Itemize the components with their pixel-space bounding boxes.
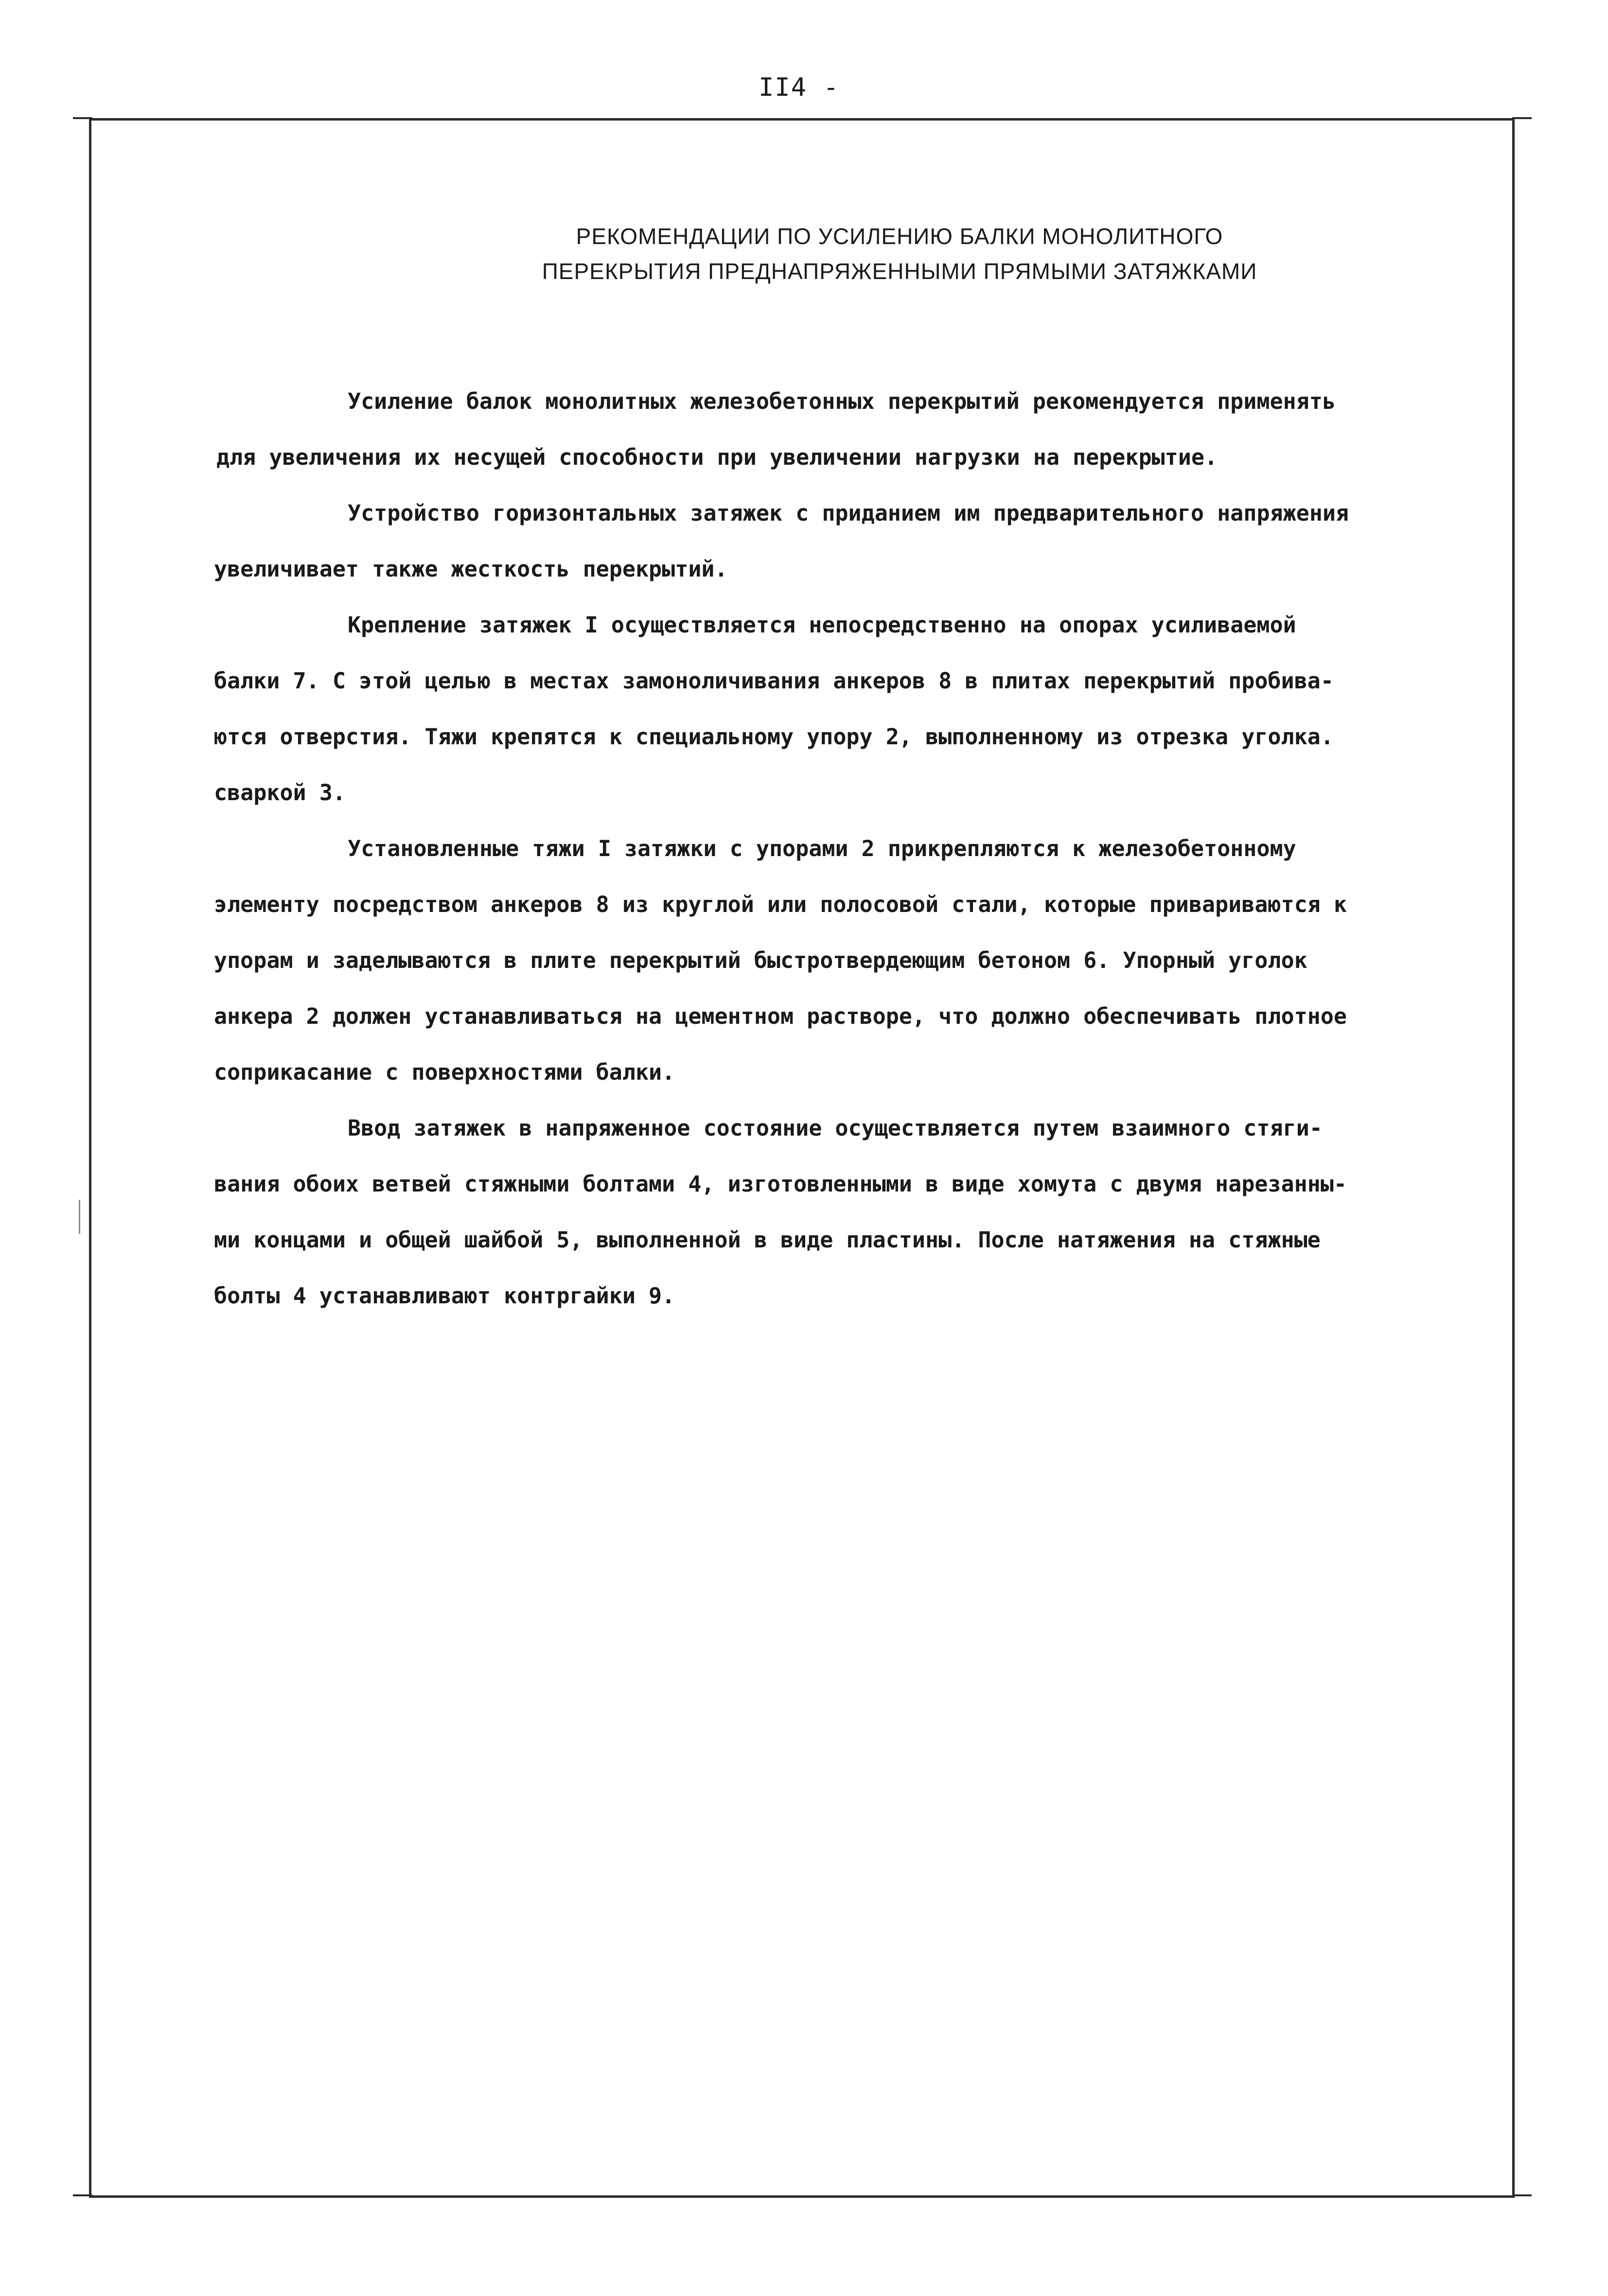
paragraph-line: сваркой 3. [214, 780, 346, 806]
title-line-1: РЕКОМЕНДАЦИИ ПО УСИЛЕНИЮ БАЛКИ МОНОЛИТНОГО [576, 224, 1223, 249]
frame-corner-tick-top-left [73, 117, 92, 119]
title-line-2: ПЕРЕКРЫТИЯ ПРЕДНАПРЯЖЕННЫМИ ПРЯМЫМИ ЗАТЯЖКАМИ [542, 259, 1257, 284]
margin-mark [79, 1200, 80, 1234]
frame-corner-tick-bottom-right [1512, 2194, 1532, 2196]
paragraph-line: ются отверстия. Тяжи крепятся к специальному упору 2, выполненному из отрезка уголка. [214, 724, 1334, 750]
paragraph-4 [214, 821, 1391, 1100]
paragraph-line: Установленные тяжи I затяжки с упорами 2 прикрепляются к железобетонному [348, 836, 1296, 861]
paragraph-line: вания обоих ветвей стяжными болтами 4, изготовленными в виде хомута с двумя нарезанны- [214, 1171, 1347, 1197]
paragraph-line: балки 7. С этой целью в местах замоноличивания анкеров 8 в плитах перекрытий пробива- [214, 668, 1334, 694]
paragraph-line: Устройство горизонтальных затяжек с приданием им предварительного напряжения [348, 500, 1349, 526]
paragraph-line: ми концами и общей шайбой 5, выполненной в виде пластины. После натяжения на стяжные [214, 1227, 1321, 1253]
paragraph-line: упорам и заделываются в плите перекрытий быстротвердеющим бетоном 6. Упорный уголок [214, 947, 1308, 973]
paragraph-line: для увеличения их несущей способности при увеличении нагрузки на перекрытие. [216, 444, 1218, 470]
paragraph-1 [214, 373, 1391, 485]
paragraph-line: Крепление затяжек I осуществляется непосредственно на опорах усиливаемой [348, 612, 1296, 638]
document-body [214, 373, 1391, 1324]
frame-corner-tick-top-right [1512, 117, 1532, 119]
paragraph-3 [214, 597, 1391, 821]
paragraph-line: увеличивает также жесткость перекрытий. [214, 556, 728, 582]
paragraph-5 [214, 1100, 1391, 1324]
frame-corner-tick-bottom-left [73, 2194, 92, 2196]
paragraph-line: Усиление балок монолитных железобетонных перекрытий рекомендуется применять [348, 388, 1336, 414]
paragraph-line: элементу посредством анкеров 8 из круглой или полосовой стали, которые привариваются к [214, 892, 1347, 917]
paragraph-line: болты 4 устанавливают контргайки 9. [214, 1283, 675, 1309]
document-title [486, 219, 1313, 289]
paragraph-2 [214, 485, 1391, 597]
paragraph-line: соприкасание с поверхностями балки. [214, 1059, 675, 1085]
paragraph-line: Ввод затяжек в напряженное состояние осуществляется путем взаимного стяги- [348, 1115, 1323, 1141]
page-number: II4 - [759, 73, 840, 102]
paragraph-line: анкера 2 должен устанавливаться на цементном растворе, что должно обеспечивать плотное [214, 1003, 1347, 1029]
